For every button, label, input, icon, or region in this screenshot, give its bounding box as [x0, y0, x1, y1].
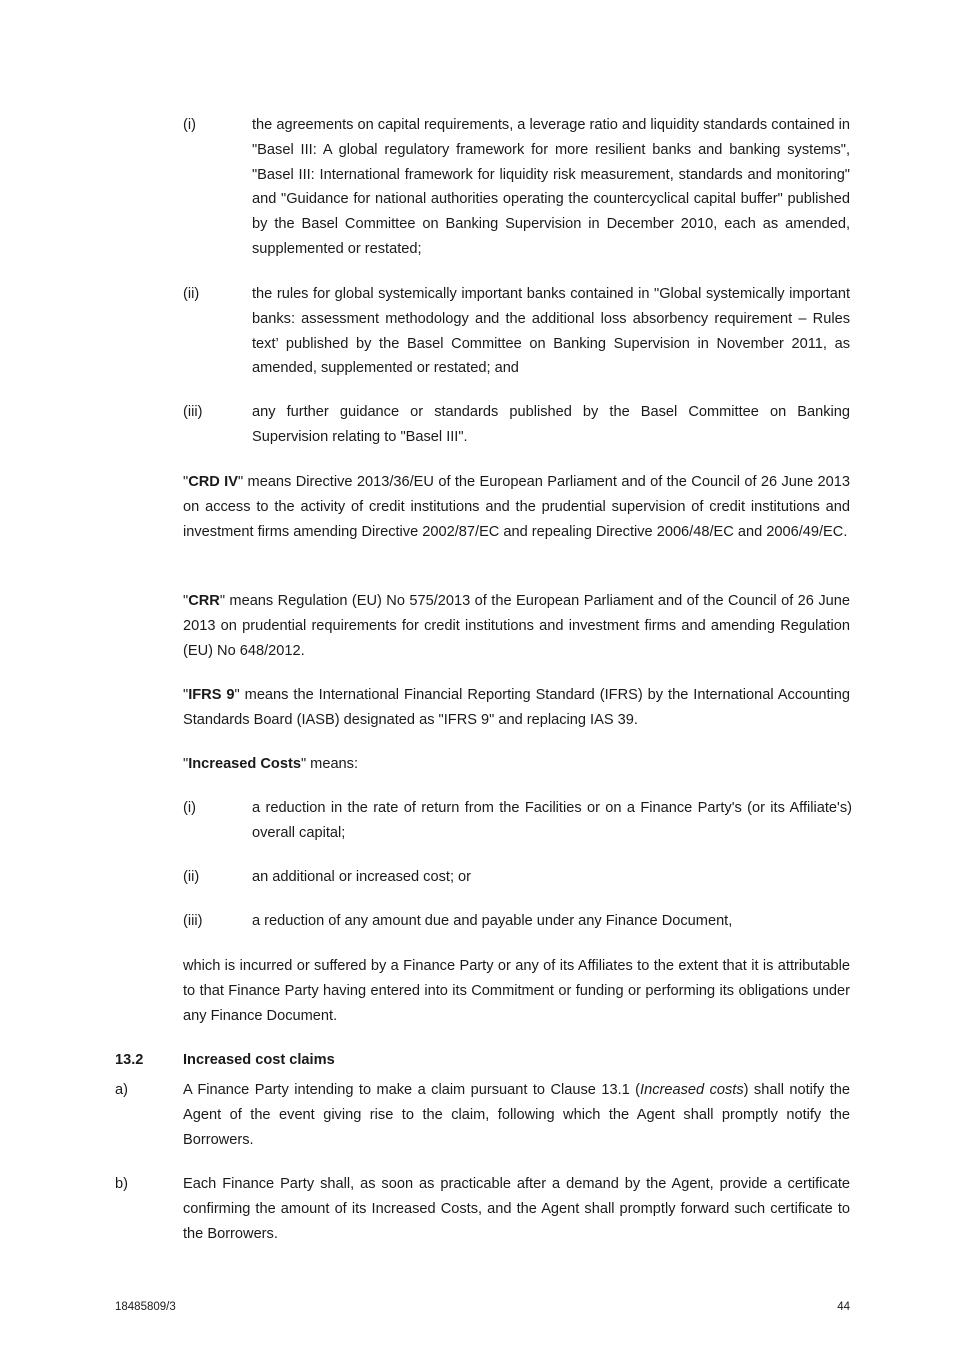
definition-crd-iv: "CRD IV" means Directive 2013/36/EU of the European Parliament and of the Council of 26 June 2013 on access to the activity of credit institutions and the prudential supervision of credit institutions and investment firms amending Directive 2002/87/EC and repealing Directive 2006/48/EC and 2006/49/EC.	[183, 474, 850, 540]
defined-term: CRD IV	[188, 474, 238, 490]
list-marker: (ii)	[183, 286, 200, 302]
definition-crr: "CRR" means Regulation (EU) No 575/2013 of the European Parliament and of the Council of 26 June 2013 on prudential requirements for credit institutions and investment firms and amending Regulation (EU) No 648/2012.	[183, 593, 850, 659]
defined-term: Increased Costs	[188, 756, 301, 772]
increased-cost-item: a reduction in the rate of return from the Facilities or on a Finance Party's (or its Affiliate's) overall capital;	[252, 800, 852, 841]
clause-text: A Finance Party intending to make a claim pursuant to Clause 13.1 (Increased costs) shall notify the Agent of the event giving rise to the claim, following which the Agent shall promptly notify the Borrowers.	[183, 1082, 850, 1148]
increased-cost-item: an additional or increased cost; or	[252, 869, 472, 885]
clause-marker: a)	[115, 1082, 128, 1098]
document-reference: 18485809/3	[115, 1301, 176, 1313]
clause-text: Each Finance Party shall, as soon as practicable after a demand by the Agent, provide a certificate confirming the amount of its Increased Costs, and the Agent shall promptly forward such certificate to the Borrowers.	[183, 1176, 850, 1242]
list-marker: (ii)	[183, 869, 200, 885]
list-marker: (iii)	[183, 913, 203, 929]
clause-marker: b)	[115, 1176, 128, 1192]
section-number: 13.2	[115, 1052, 144, 1068]
basel-item-text: any further guidance or standards published by the Basel Committee on Banking Supervision relating to "Basel III".	[252, 404, 850, 445]
section-title: Increased cost claims	[183, 1052, 335, 1068]
list-marker: (iii)	[183, 404, 203, 420]
basel-item-text: the rules for global systemically important banks contained in "Global systemically important banks: assessment methodology and the additional loss absorbency requirement – Rules text’ published by the Basel Committee on Banking Supervision in November 2011, as amended, supplemented or restated; and	[252, 286, 850, 377]
defined-term: IFRS 9	[188, 687, 235, 703]
basel-item-text: the agreements on capital requirements, a leverage ratio and liquidity standards contained in "Basel III: A global regulatory framework for more resilient banks and banking systems", "Basel III: International framework for liquidity risk measurement, standards and monitoring" and "Guidance for national authorities operating the countercyclical capital buffer" published by the Basel Committee on Banking Supervision in December 2010, each as amended, supplemented or restated;	[252, 117, 850, 257]
list-marker: (i)	[183, 800, 196, 816]
definition-increased-costs: "Increased Costs" means:	[183, 756, 359, 772]
defined-term: CRR	[188, 593, 220, 609]
list-marker: (i)	[183, 117, 196, 133]
closing-paragraph: which is incurred or suffered by a Finance Party or any of its Affiliates to the extent that it is attributable to that Finance Party having entered into its Commitment or funding or performing its obligations under any Finance Document.	[183, 958, 850, 1024]
definition-ifrs-9: "IFRS 9" means the International Financial Reporting Standard (IFRS) by the International Accounting Standards Board (IASB) designated as "IFRS 9" and replacing IAS 39.	[183, 687, 850, 728]
page-number: 44	[837, 1301, 850, 1313]
increased-cost-item: a reduction of any amount due and payable under any Finance Document,	[252, 913, 733, 929]
